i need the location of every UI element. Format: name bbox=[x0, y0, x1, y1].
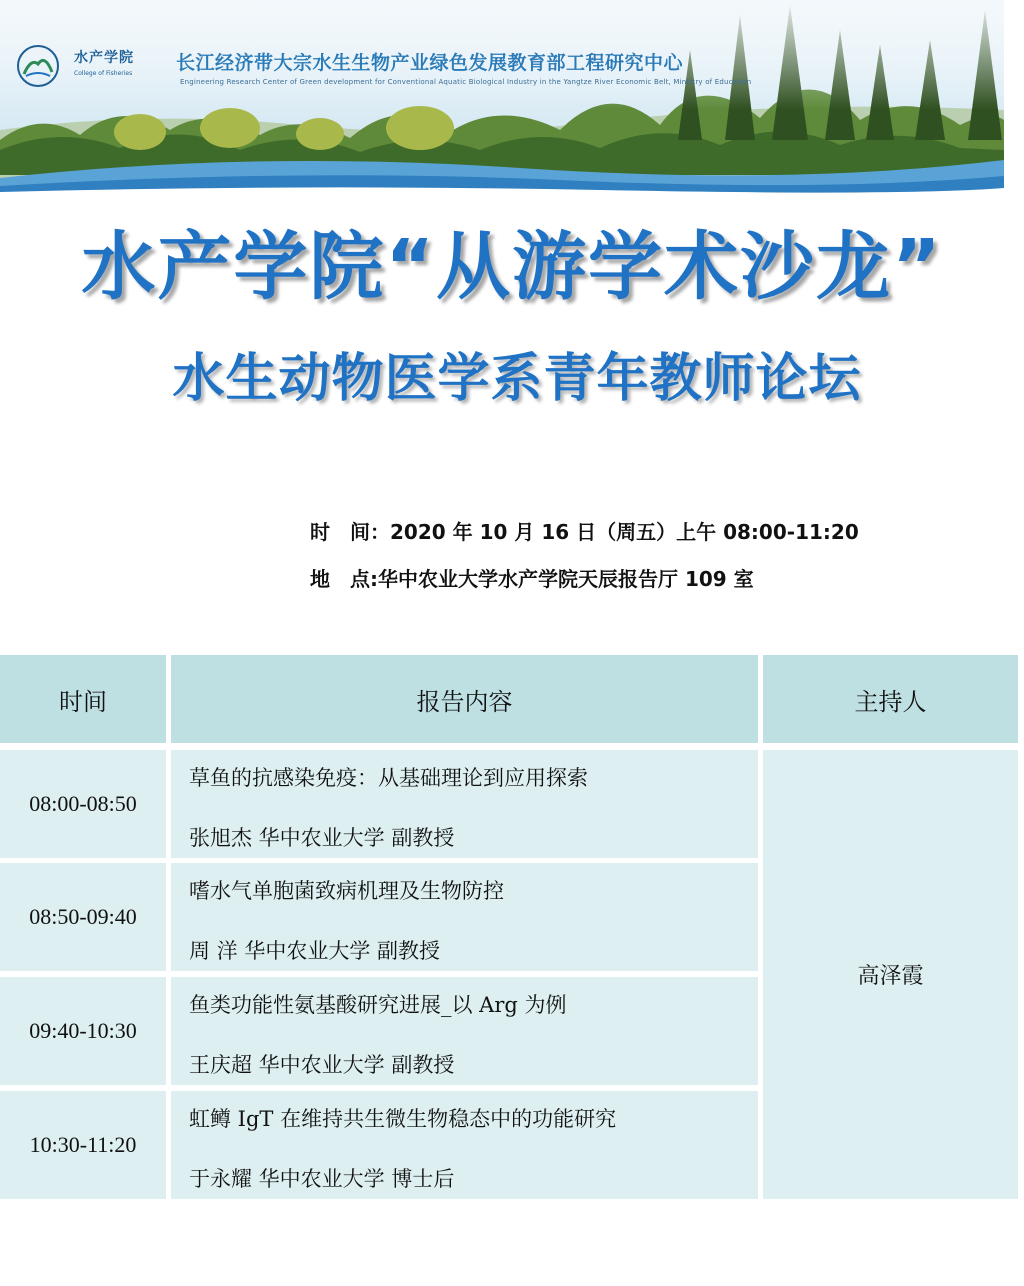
row-4-speaker: 于永耀 华中农业大学 博士后 bbox=[189, 1167, 455, 1191]
row-2-topic: 嗜水气单胞菌致病机理及生物防控 bbox=[189, 879, 504, 903]
event-place-value: 华中农业大学水产学院天辰报告厅 109 室 bbox=[378, 567, 754, 591]
row-4-content bbox=[171, 1091, 758, 1199]
page-title: 水产学院“从游学术沙龙” bbox=[81, 224, 943, 310]
schedule-table bbox=[0, 655, 1018, 1200]
header-content: 报告内容 bbox=[171, 655, 758, 743]
row-3-time: 09:40-10:30 bbox=[0, 977, 166, 1085]
row-1-speaker: 张旭杰 华中农业大学 副教授 bbox=[189, 826, 455, 850]
header-banner bbox=[0, 0, 1004, 196]
research-center-english-title: Engineering Research Center of Green development for Conventional Aquatic Biological Industry in the Yangtze River Economic Belt, Ministry of Education bbox=[180, 78, 752, 86]
row-1-topic: 草鱼的抗感染免疫：从基础理论到应用探索 bbox=[189, 766, 588, 790]
row-2-time: 08:50-09:40 bbox=[0, 863, 166, 971]
row-2-content bbox=[171, 863, 758, 971]
row-2-speaker: 周 洋 华中农业大学 副教授 bbox=[189, 939, 441, 963]
college-logo-icon bbox=[16, 44, 60, 88]
college-name: 水产学院 bbox=[74, 50, 134, 66]
landscape-image bbox=[0, 0, 1004, 196]
page-subtitle: 水生动物医学系青年教师论坛 bbox=[172, 349, 862, 409]
event-time-label: 时 间： bbox=[310, 520, 390, 544]
row-3-speaker: 王庆超 华中农业大学 副教授 bbox=[189, 1053, 455, 1077]
event-place-label: 地 点: bbox=[310, 567, 378, 591]
host-cell: 高泽霞 bbox=[763, 750, 1018, 1199]
row-3-content bbox=[171, 977, 758, 1085]
row-1-time: 08:00-08:50 bbox=[0, 750, 166, 858]
header-time: 时间 bbox=[0, 655, 166, 743]
research-center-title: 长江经济带大宗水生生物产业绿色发展教育部工程研究中心 bbox=[176, 52, 684, 74]
row-3-topic: 鱼类功能性氨基酸研究进展_以 Arg 为例 bbox=[189, 993, 567, 1017]
row-4-time: 10:30-11:20 bbox=[0, 1091, 166, 1199]
row-1-content bbox=[171, 750, 758, 858]
college-english-name: College of Fisheries bbox=[74, 70, 133, 77]
event-place bbox=[310, 563, 754, 592]
header-host: 主持人 bbox=[763, 655, 1018, 743]
event-time bbox=[310, 516, 859, 545]
row-4-topic: 虹鳟 IgT 在维持共生微生物稳态中的功能研究 bbox=[189, 1107, 617, 1131]
event-time-value: 2020 年 10 月 16 日（周五）上午 08:00-11:20 bbox=[390, 520, 859, 544]
